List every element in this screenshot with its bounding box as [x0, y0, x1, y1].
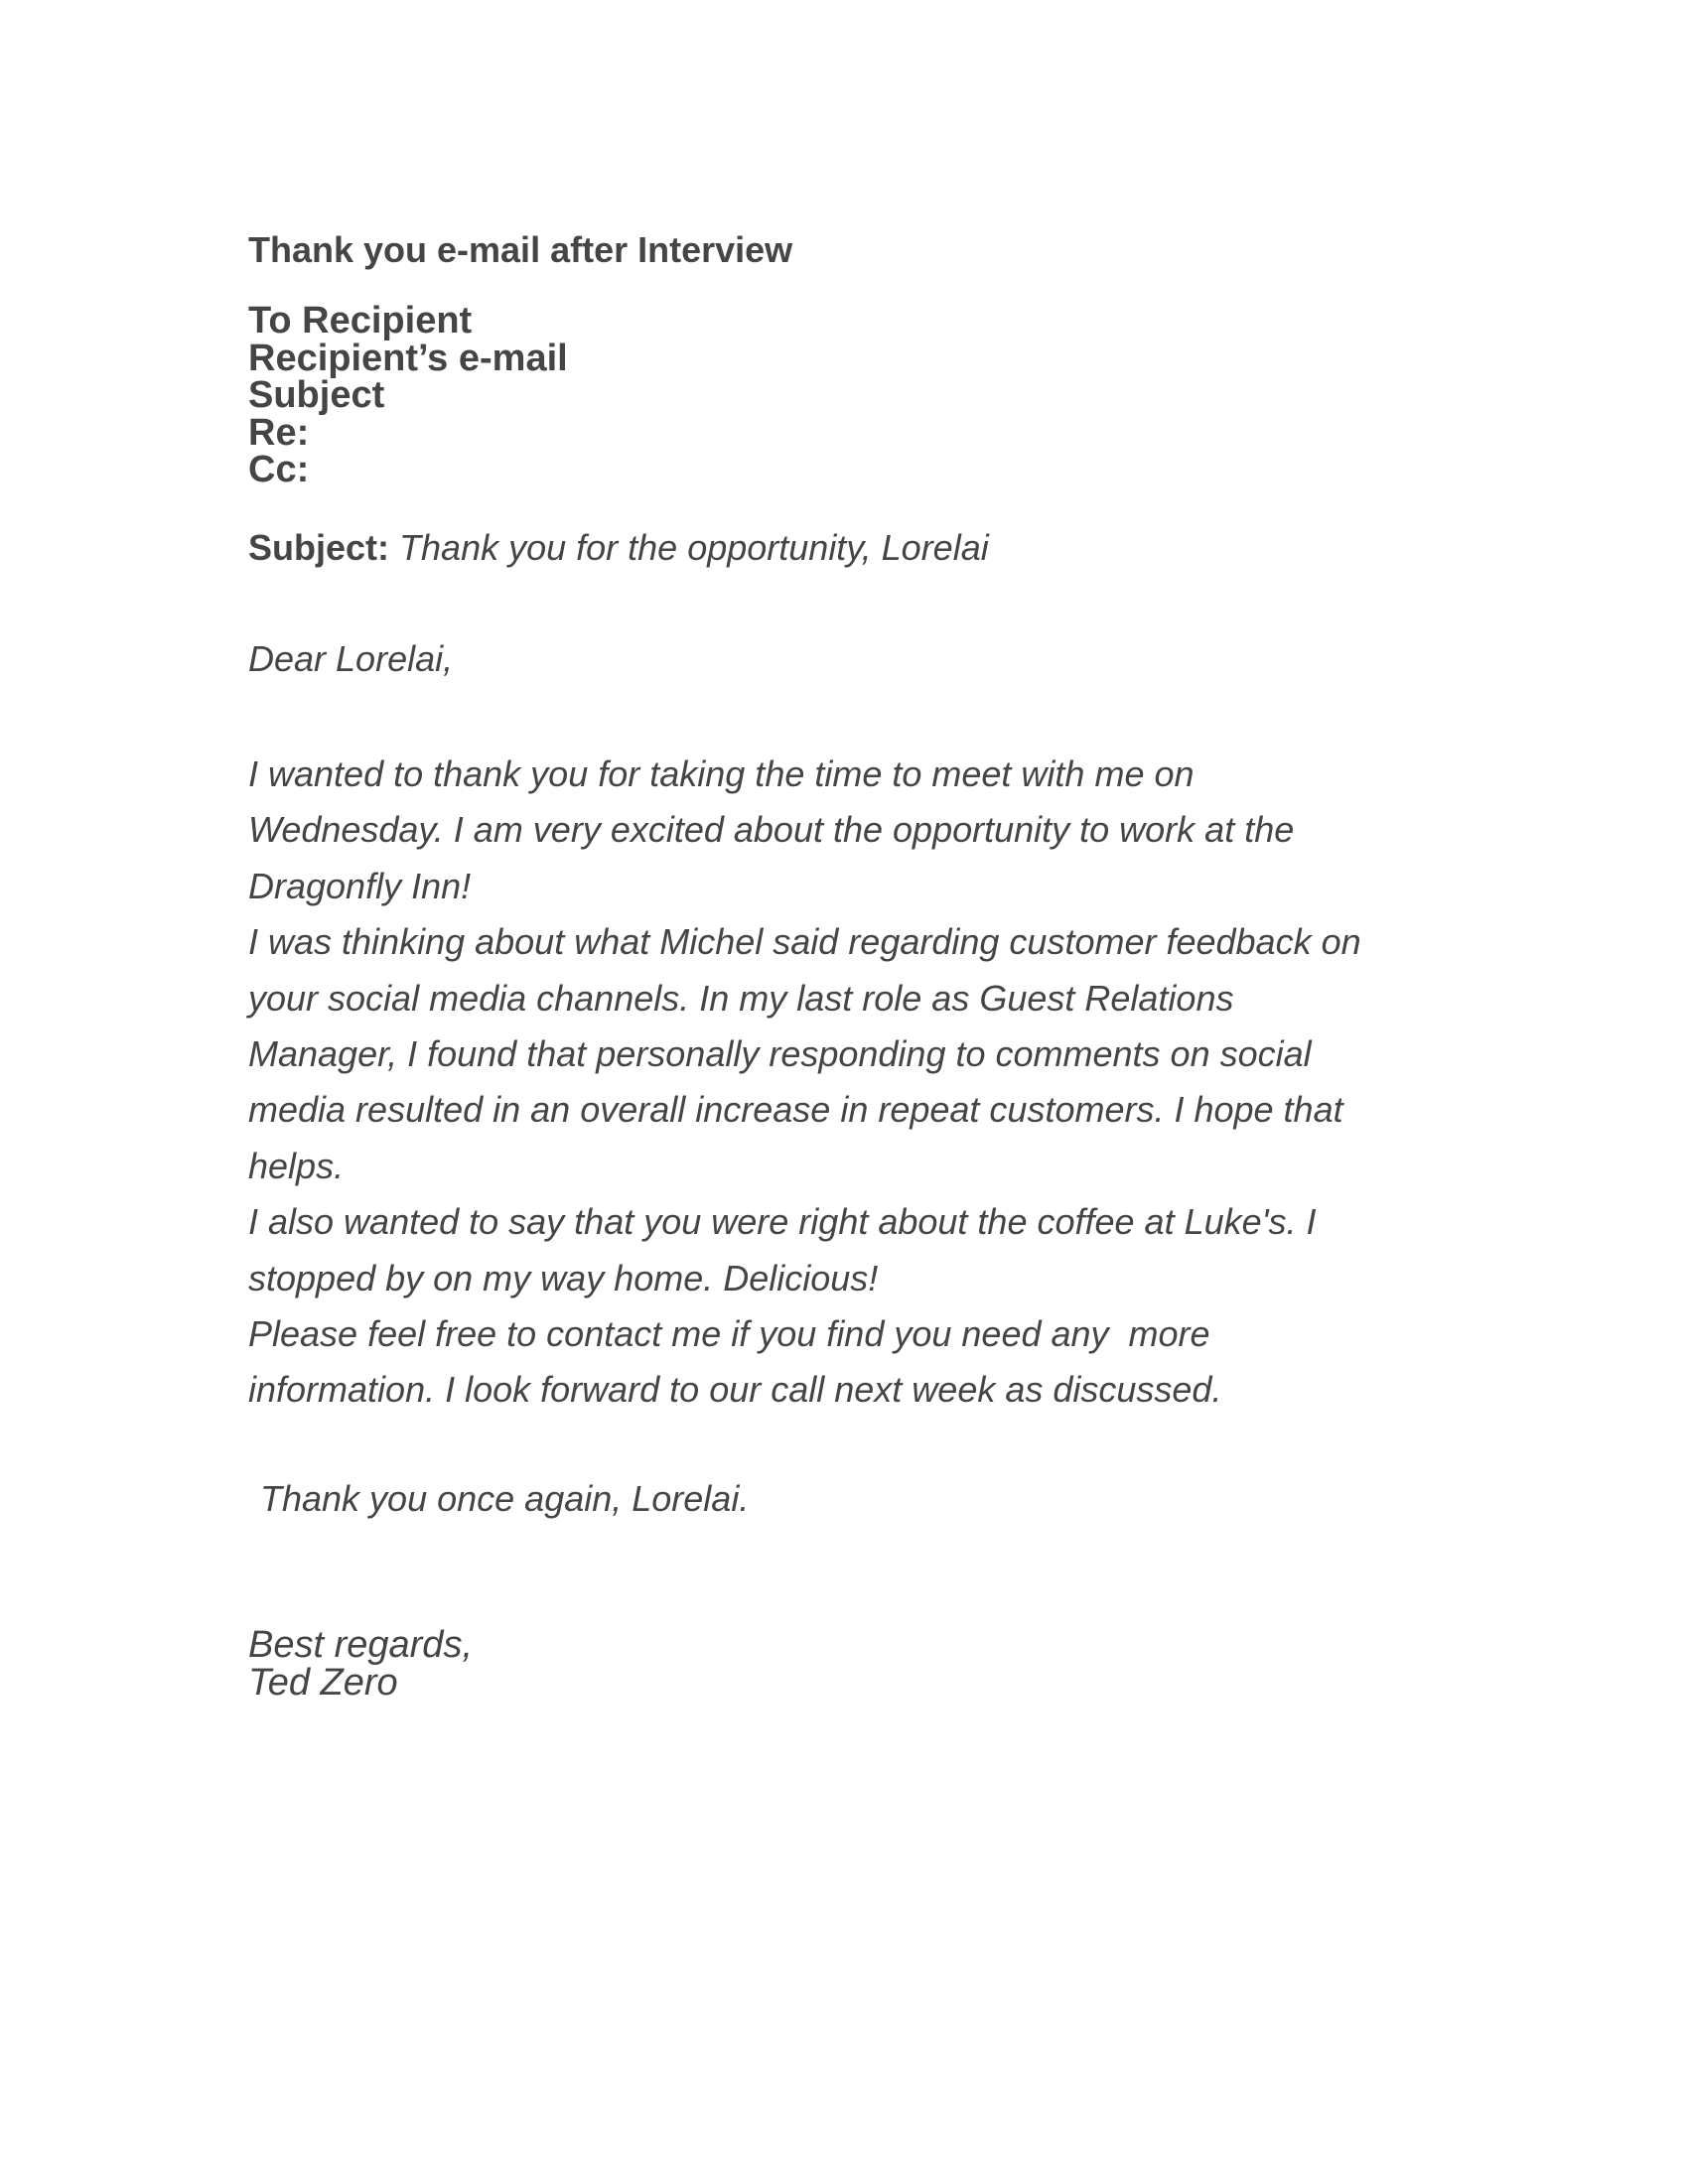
- recipient-email-field: Recipient’s e-mail: [248, 337, 568, 379]
- to-recipient-field: To Recipient: [248, 300, 473, 341]
- body-line: Manager, I found that personally responding to comments on social: [248, 1033, 1312, 1075]
- document-title: Thank you e-mail after Interview: [248, 229, 793, 270]
- body-line: Dragonfly Inn!: [248, 865, 472, 906]
- signoff-text: Best regards,: [248, 1624, 473, 1666]
- body-line: Wednesday. I am very excited about the opportunity to work at the: [248, 809, 1295, 851]
- letter-page: [248, 0, 1440, 2184]
- cc-field: Cc:: [248, 449, 310, 490]
- subject-label: Subject:: [248, 527, 390, 568]
- subject-field: Subject: [248, 374, 385, 416]
- email-header-fields: [248, 300, 568, 490]
- re-field: Re:: [248, 411, 310, 454]
- body-line: I also wanted to say that you were right about the coffee at Luke's. I: [248, 1201, 1317, 1243]
- signature-name: Ted Zero: [248, 1662, 398, 1704]
- greeting: Dear Lorelai,: [248, 638, 454, 679]
- signoff-block: [248, 1626, 473, 1702]
- subject-line: [248, 524, 989, 572]
- body-line: Please feel free to contact me if you find you need any more: [248, 1313, 1210, 1355]
- subject-value: Thank you for the opportunity, Lorelai: [399, 527, 989, 568]
- closing-line: Thank you once again, Lorelai.: [260, 1478, 750, 1519]
- body-line: I wanted to thank you for taking the time to meet with me on: [248, 753, 1195, 794]
- body-line: stopped by on my way home. Delicious!: [248, 1257, 879, 1298]
- letter-body: [248, 747, 1440, 1419]
- body-line: media resulted in an overall increase in repeat customers. I hope that: [248, 1089, 1343, 1131]
- body-line: I was thinking about what Michel said regarding customer feedback on: [248, 921, 1361, 963]
- body-line: your social media channels. In my last role as Guest Relations: [248, 977, 1234, 1019]
- body-line: information. I look forward to our call next week as discussed.: [248, 1369, 1222, 1411]
- body-line: helps.: [248, 1145, 345, 1186]
